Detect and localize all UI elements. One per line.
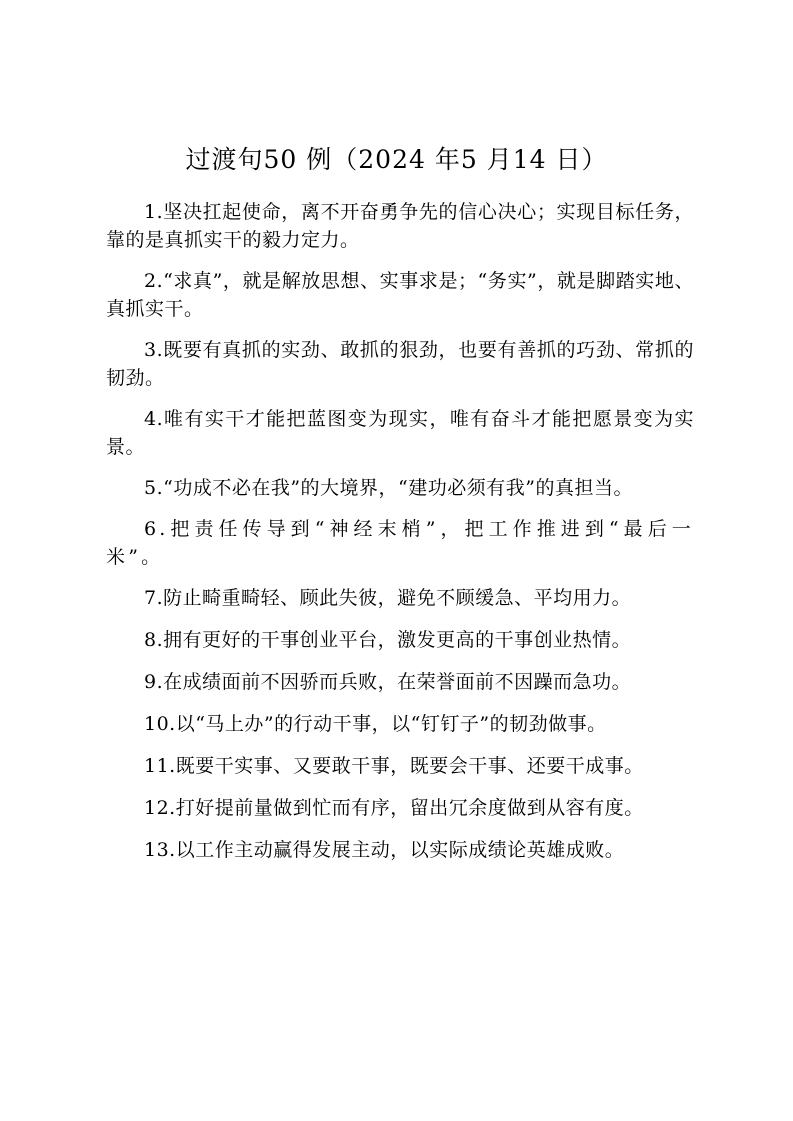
list-item: 6.把责任传导到“神经末梢”，把工作推进到“最后一米”。 (106, 518, 694, 568)
list-item: 10.以“马上办”的行动干事，以“钉钉子”的韧劲做事。 (144, 713, 607, 735)
list-item: 9.在成绩面前不因骄而兵败，在荣誉面前不因躁而急功。 (144, 671, 632, 693)
list-item: 4.唯有实干才能把蓝图变为现实，唯有奋斗才能把愿景变为实景。 (106, 408, 694, 458)
list-item: 12.打好提前量做到忙而有序，留出冗余度做到从容有度。 (144, 797, 644, 819)
list-item: 1.坚决扛起使命，离不开奋勇争先的信心决心；实现目标任务，靠的是真抓实干的毅力定力。 (106, 201, 694, 251)
list-item: 7.防止畸重畸轻、顾此失彼，避免不顾缓急、平均用力。 (144, 587, 632, 609)
list-item: 13.以工作主动赢得发展主动，以实际成绩论英雄成败。 (144, 839, 625, 861)
list-item: 8.拥有更好的干事创业平台，激发更高的干事创业热情。 (144, 629, 632, 651)
item-list (106, 198, 694, 878)
list-item: 11.既要干实事、又要敢干事，既要会干事、还要干成事。 (144, 755, 644, 777)
document-title: 过渡句50 例（2024 年5 月14 日） (185, 145, 608, 174)
list-item: 3.既要有真抓的实劲、敢抓的狠劲，也要有善抓的巧劲、常抓的韧劲。 (106, 339, 694, 389)
list-item: 2.“求真”，就是解放思想、实事求是；“务实”，就是脚踏实地、真抓实干。 (106, 270, 694, 320)
list-item: 5.“功成不必在我”的大境界，“建功必须有我”的真担当。 (144, 477, 633, 499)
